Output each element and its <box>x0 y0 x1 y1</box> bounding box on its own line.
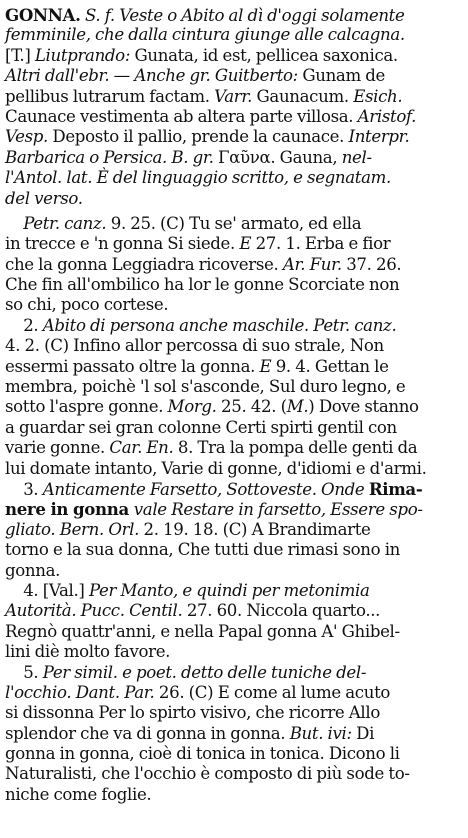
text-segment: 3. <box>5 479 43 499</box>
text-segment: Che fin all'ombilico ha lor le gonne Scorciate non <box>5 275 400 295</box>
text-line <box>5 377 463 397</box>
text-segment: varie gonne. <box>5 438 110 458</box>
text-line <box>5 25 463 45</box>
text-segment: Γαῦνα. Gauna, <box>217 147 342 167</box>
text-segment: a guardar sei gran colonne Certi spirti gentil con <box>5 417 397 437</box>
text-segment: membra, poichè 'l sol s'asconde, Sul duro legno, e <box>5 377 406 397</box>
text-line <box>5 663 463 683</box>
text-line <box>5 459 463 479</box>
dictionary-entry-gonna <box>5 5 463 805</box>
text-segment: lini diè molto favore. <box>5 642 171 662</box>
text-line <box>5 622 463 642</box>
text-segment: torno e la sua donna, Che tutti due rimasi sono in <box>5 540 400 560</box>
text-line <box>5 336 463 356</box>
text-segment: Esich. <box>353 86 403 106</box>
text-segment: Gunam de <box>302 66 386 86</box>
text-segment: lui domate intanto, Varie di gonne, d'idiomi e d'armi. <box>5 458 427 478</box>
text-line <box>5 107 463 127</box>
text-segment: Gunata, id est, pellicea saxonica. <box>134 45 398 65</box>
text-segment: so chi, poco cortese. <box>5 295 169 315</box>
text-line <box>5 764 463 784</box>
text-segment: si dissonna Per lo spirto visivo, che ricorre Allo <box>5 703 380 723</box>
text-segment: femminile, che dalla cintura giunge alle calcagna. <box>5 25 405 45</box>
text-segment: Naturalisti, che l'occhio è composto di più sode to- <box>5 764 410 784</box>
text-segment: Barbarica o Persica. B. gr. <box>5 147 218 167</box>
text-line <box>5 66 463 86</box>
text-segment: 9. 25. (C) Tu se' armato, ed ella <box>110 213 362 233</box>
text-line <box>5 724 463 744</box>
text-segment: 5. <box>5 662 43 682</box>
text-segment: But. ivi: <box>289 723 357 743</box>
text-segment: 9. 4. Gettan le <box>275 356 389 376</box>
text-segment: nel- <box>341 147 372 167</box>
text-segment: gonna. <box>5 560 61 580</box>
text-segment: sotto l'aspre gonne. <box>5 397 168 417</box>
text-segment: Caunace vestimenta ab altera parte villosa. <box>5 106 358 126</box>
text-line <box>5 683 463 703</box>
text-segment: niche come foglie. <box>5 784 152 804</box>
text-line <box>5 438 463 458</box>
text-line <box>5 785 463 805</box>
text-line <box>5 397 463 417</box>
text-segment: E <box>259 356 276 376</box>
text-line <box>5 703 463 723</box>
text-line <box>5 520 463 540</box>
text-segment: Altri dall'ebr. — Anche gr. Guitberto: <box>5 66 303 86</box>
text-line <box>5 295 463 315</box>
text-segment: pellibus lutrarum factam. <box>5 86 215 106</box>
text-segment: 37. 26. <box>346 254 402 274</box>
text-segment: Gaunacum. <box>256 86 354 106</box>
text-segment: nere in gonna <box>5 499 134 520</box>
text-line <box>5 255 463 275</box>
text-segment: S. f. Veste o Abito al dì d'oggi solamente <box>80 6 405 25</box>
text-segment: M. <box>286 397 309 417</box>
text-line <box>5 418 463 438</box>
text-segment: Petr. canz. <box>5 213 111 233</box>
text-segment: vale Restare in farsetto, Essere spo- <box>133 500 423 520</box>
text-line <box>5 189 463 209</box>
text-segment: del verso. <box>5 188 83 208</box>
text-line <box>5 148 463 168</box>
text-segment: Di <box>356 723 375 743</box>
text-segment: 2. 19. 18. (C) A Brandimarte <box>143 519 371 539</box>
text-segment: Interpr. <box>348 127 410 147</box>
text-line <box>5 581 463 601</box>
text-segment: gliato. Bern. Orl. <box>5 519 144 539</box>
text-segment: l'occhio. Dant. Par. <box>5 682 159 702</box>
text-line <box>5 357 463 377</box>
text-segment: Vesp. <box>5 127 53 147</box>
text-segment: 25. 42. ( <box>221 397 287 417</box>
text-line <box>5 127 463 147</box>
text-segment: l'Antol. lat. È del linguaggio scritto, e segnatam. <box>5 168 391 188</box>
text-segment: Autorità. Pucc. Centil. <box>5 601 187 621</box>
text-segment: [T.] <box>5 45 35 65</box>
text-segment: E <box>239 234 256 254</box>
text-line <box>5 316 463 336</box>
text-segment: Anticamente Farsetto, Sottoveste. Onde <box>42 479 369 499</box>
text-segment: 2. <box>5 315 43 335</box>
text-segment: Rima- <box>368 478 423 499</box>
text-line <box>5 744 463 764</box>
text-segment: 8. Tra la pompa delle genti da <box>177 438 418 458</box>
text-segment: Morg. <box>167 397 222 417</box>
text-segment: Liutprando: <box>34 45 135 65</box>
text-line <box>5 275 463 295</box>
text-segment: Abito di persona anche maschile. Petr. canz. <box>42 315 397 335</box>
text-segment: 27. 1. Erba e fior <box>255 234 391 254</box>
text-segment: splendor che va di gonna in gonna. <box>5 723 290 743</box>
text-line <box>5 540 463 560</box>
text-segment: Per Manto, e quindi per metonimia <box>88 580 370 600</box>
text-line <box>5 5 463 25</box>
text-segment: Varr. <box>214 86 257 106</box>
text-segment: Aristof. <box>357 106 417 126</box>
text-line <box>5 601 463 621</box>
text-segment: Per simil. e poet. detto delle tuniche del- <box>42 662 367 682</box>
text-segment: 26. (C) E come al lume acuto <box>158 682 391 702</box>
text-line <box>5 561 463 581</box>
text-line <box>5 87 463 107</box>
text-segment: Ar. Fur. <box>282 254 347 274</box>
text-segment: in trecce e 'n gonna Si siede. <box>5 234 240 254</box>
text-line <box>5 214 463 234</box>
text-segment: 4. 2. (C) Infino allor percossa di suo strale, Non <box>5 336 384 356</box>
text-segment: gonna in gonna, cioè di tonica in tonica. Dicono li <box>5 744 400 764</box>
text-line <box>5 168 463 188</box>
headword: GONNA. <box>5 5 81 25</box>
text-segment: Car. En. <box>109 438 178 458</box>
text-line <box>5 234 463 254</box>
text-line <box>5 642 463 662</box>
text-line <box>5 479 463 499</box>
text-segment: che la gonna Leggiadra ricoverse. <box>5 254 283 274</box>
text-segment: 4. [Val.] <box>5 580 89 600</box>
text-segment: Regnò quattr'anni, e nella Papal gonna A' Ghibel- <box>5 621 400 641</box>
text-segment: ) Dove stanno <box>308 397 419 417</box>
text-segment: essermi passato oltre la gonna. <box>5 356 260 376</box>
text-line <box>5 499 463 519</box>
text-line <box>5 46 463 66</box>
text-segment: Deposto il pallio, prende la caunace. <box>52 127 349 147</box>
text-segment: 27. 60. Niccola quarto... <box>186 601 381 621</box>
